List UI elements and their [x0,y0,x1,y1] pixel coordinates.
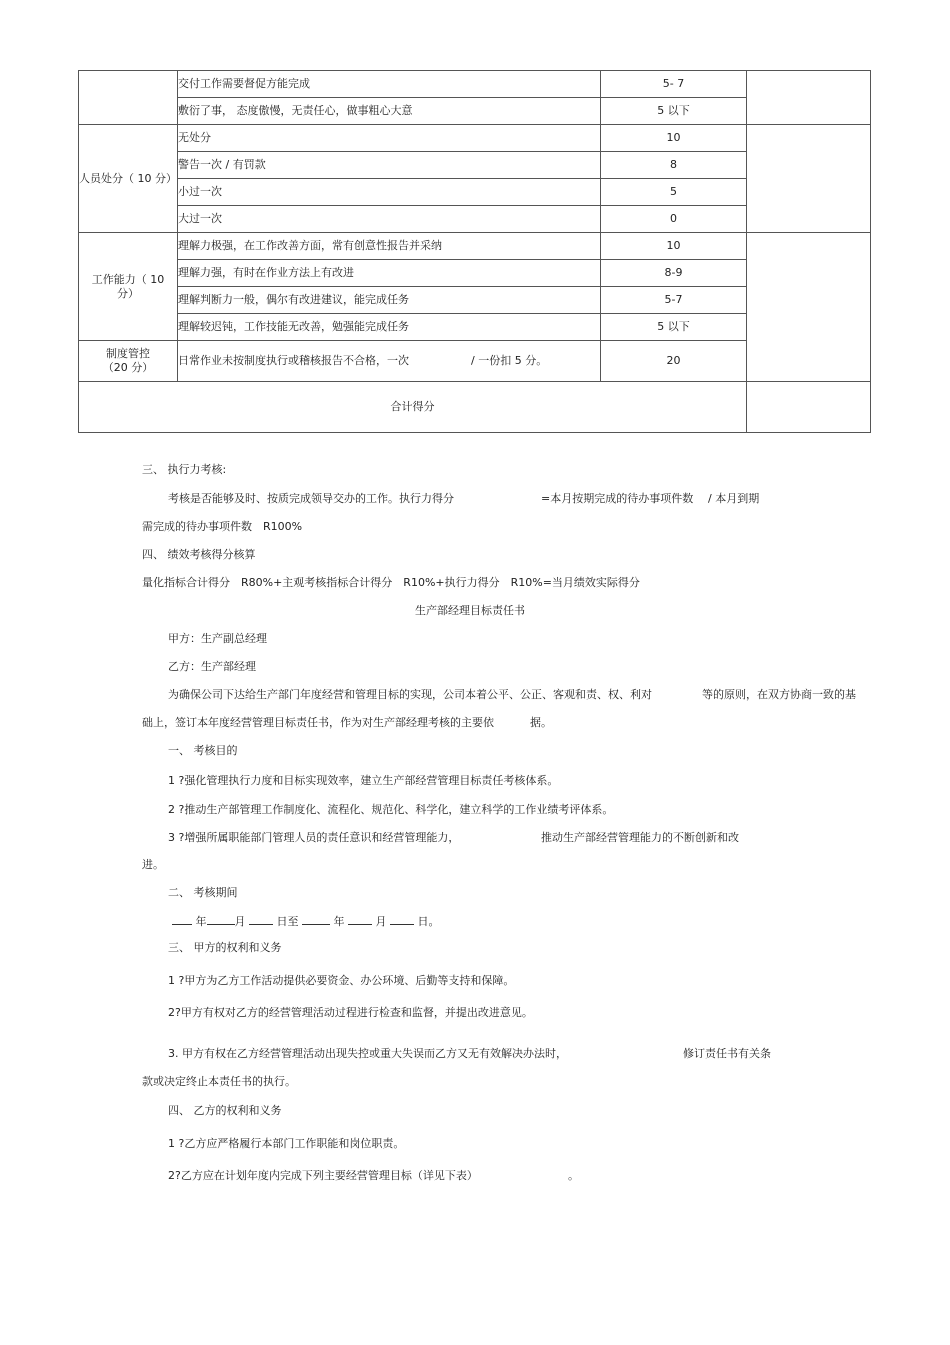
criteria-cell: 大过一次 [178,206,601,233]
table-row [79,125,871,152]
table-row [79,233,871,260]
score-cell: 5-7 [601,287,747,314]
category-system-line1: 制度管控 [106,347,150,360]
h4-item-2b: 。 [568,1169,579,1182]
score-cell: 8-9 [601,260,747,287]
criteria-cell: 警告一次 / 有罚款 [178,152,601,179]
h1-item-3b: 推动生产部经营管理能力的不断创新和改 [541,831,739,844]
score-cell: 10 [601,125,747,152]
actual-score-cell [747,125,871,233]
section-3-title: 三、 执行力考核: [142,463,227,476]
total-label: 合计得分 [79,382,747,433]
intro-line1-b: 等的原则，在双方协商一致的基 [702,688,856,701]
intro-line1-a: 为确保公司下达给生产部门年度经营和管理目标的实现，公司本着公平、公正、客观和责、权、利对 [168,688,652,701]
document-title: 生产部经理目标责任书 [415,604,525,617]
period-year2: 年 [333,915,345,928]
score-table [78,70,871,433]
category-ability-line2: 分） [117,286,139,300]
score-cell: 8 [601,152,747,179]
h3-item-3a: 3. 甲方有权在乙方经营管理活动出现失控或重大失误而乙方又无有效解决办法时， [168,1047,567,1060]
period-day-to: 日至 [276,915,299,928]
heading-2: 二、 考核期间 [168,886,238,899]
h3-item-1: 1 ?甲方为乙方工作活动提供必要资金、办公环境、后勤等支持和保障。 [168,974,515,987]
criteria-cell: 交付工作需要督促方能完成 [178,71,601,98]
s3-para-2: 需完成的待办事项件数 R100% [142,520,303,533]
h1-item-1: 1 ?强化管理执行力度和目标实现效率，建立生产部经营管理目标责任考核体系。 [168,774,559,787]
h4-item-1: 1 ?乙方应严格履行本部门工作职能和岗位职责。 [168,1137,405,1150]
party-a: 甲方：生产副总经理 [168,632,267,645]
score-cell: 5 以下 [601,314,747,341]
period-month2: 月 [375,915,387,928]
system-desc-a: 日常作业未按制度执行或稽核报告不合格，一次 [178,354,409,367]
h1-item-2: 2 ?推动生产部管理工作制度化、流程化、规范化、科学化，建立科学的工作业绩考评体系。 [168,803,614,816]
category-system [79,341,178,382]
s3-para-b: =本月按期完成的待办事项件数 [541,492,694,505]
category-system-line2: （20 分） [102,361,154,374]
category-cell [79,71,178,125]
table-row [79,71,871,98]
h4-item-2a: 2?乙方应在计划年度内完成下列主要经营管理目标（详见下表） [168,1169,478,1182]
score-cell: 5- 7 [601,71,747,98]
s3-para-c: / 本月到期 [708,492,760,505]
score-cell: 5 [601,179,747,206]
category-ability-line1: 工作能力（ 10 [91,272,165,286]
period-day2: 日。 [417,915,440,928]
actual-score-cell [747,71,871,125]
section-4-title: 四、 绩效考核得分核算 [142,548,256,561]
h1-item-3c: 进。 [142,858,164,871]
criteria-cell: 理解判断力一般，偶尔有改进建议，能完成任务 [178,287,601,314]
score-cell: 5 以下 [601,98,747,125]
criteria-cell [178,341,601,382]
intro-line2-a: 础上，签订本年度经营管理目标责任书，作为对生产部经理考核的主要依 [142,716,494,729]
criteria-cell: 理解力极强，在工作改善方面，常有创意性报告并采纳 [178,233,601,260]
category-ability [79,233,178,341]
table-row [79,382,871,433]
s4-formula: 量化指标合计得分 R80%+主观考核指标合计得分 R10%+执行力得分 R10%=当月绩效实际得分 [142,576,640,589]
criteria-cell: 理解力强，有时在作业方法上有改进 [178,260,601,287]
category-personnel: 人员处分（ 10 分） [79,125,178,233]
intro-line2-b: 据。 [530,716,552,729]
score-cell: 0 [601,206,747,233]
total-score-cell [747,382,871,433]
criteria-cell: 小过一次 [178,179,601,206]
h3-item-3b: 修订责任书有关条 [683,1047,771,1060]
criteria-cell: 理解较迟钝，工作技能无改善，勉强能完成任务 [178,314,601,341]
period-year1: 年 [195,915,207,928]
actual-score-cell [747,233,871,382]
h3-item-2: 2?甲方有权对乙方的经营管理活动过程进行检查和监督，并提出改进意见。 [168,1006,533,1019]
score-cell: 10 [601,233,747,260]
system-desc-b: / 一份扣 5 分。 [471,354,548,367]
period-line [172,913,440,929]
h3-item-3c: 款或决定终止本责任书的执行。 [142,1075,296,1088]
heading-3: 三、 甲方的权利和义务 [168,941,282,954]
period-month1: 月 [234,915,246,928]
s3-para-a: 考核是否能够及时、按质完成领导交办的工作。执行力得分 [168,492,454,505]
h1-item-3a: 3 ?增强所属职能部门管理人员的责任意识和经营管理能力， [168,831,460,844]
criteria-cell: 无处分 [178,125,601,152]
heading-4: 四、 乙方的权利和义务 [168,1104,282,1117]
heading-1: 一、 考核目的 [168,744,238,757]
party-b: 乙方：生产部经理 [168,660,256,673]
criteria-cell: 敷衍了事， 态度傲慢，无责任心，做事粗心大意 [178,98,601,125]
score-cell: 20 [601,341,747,382]
